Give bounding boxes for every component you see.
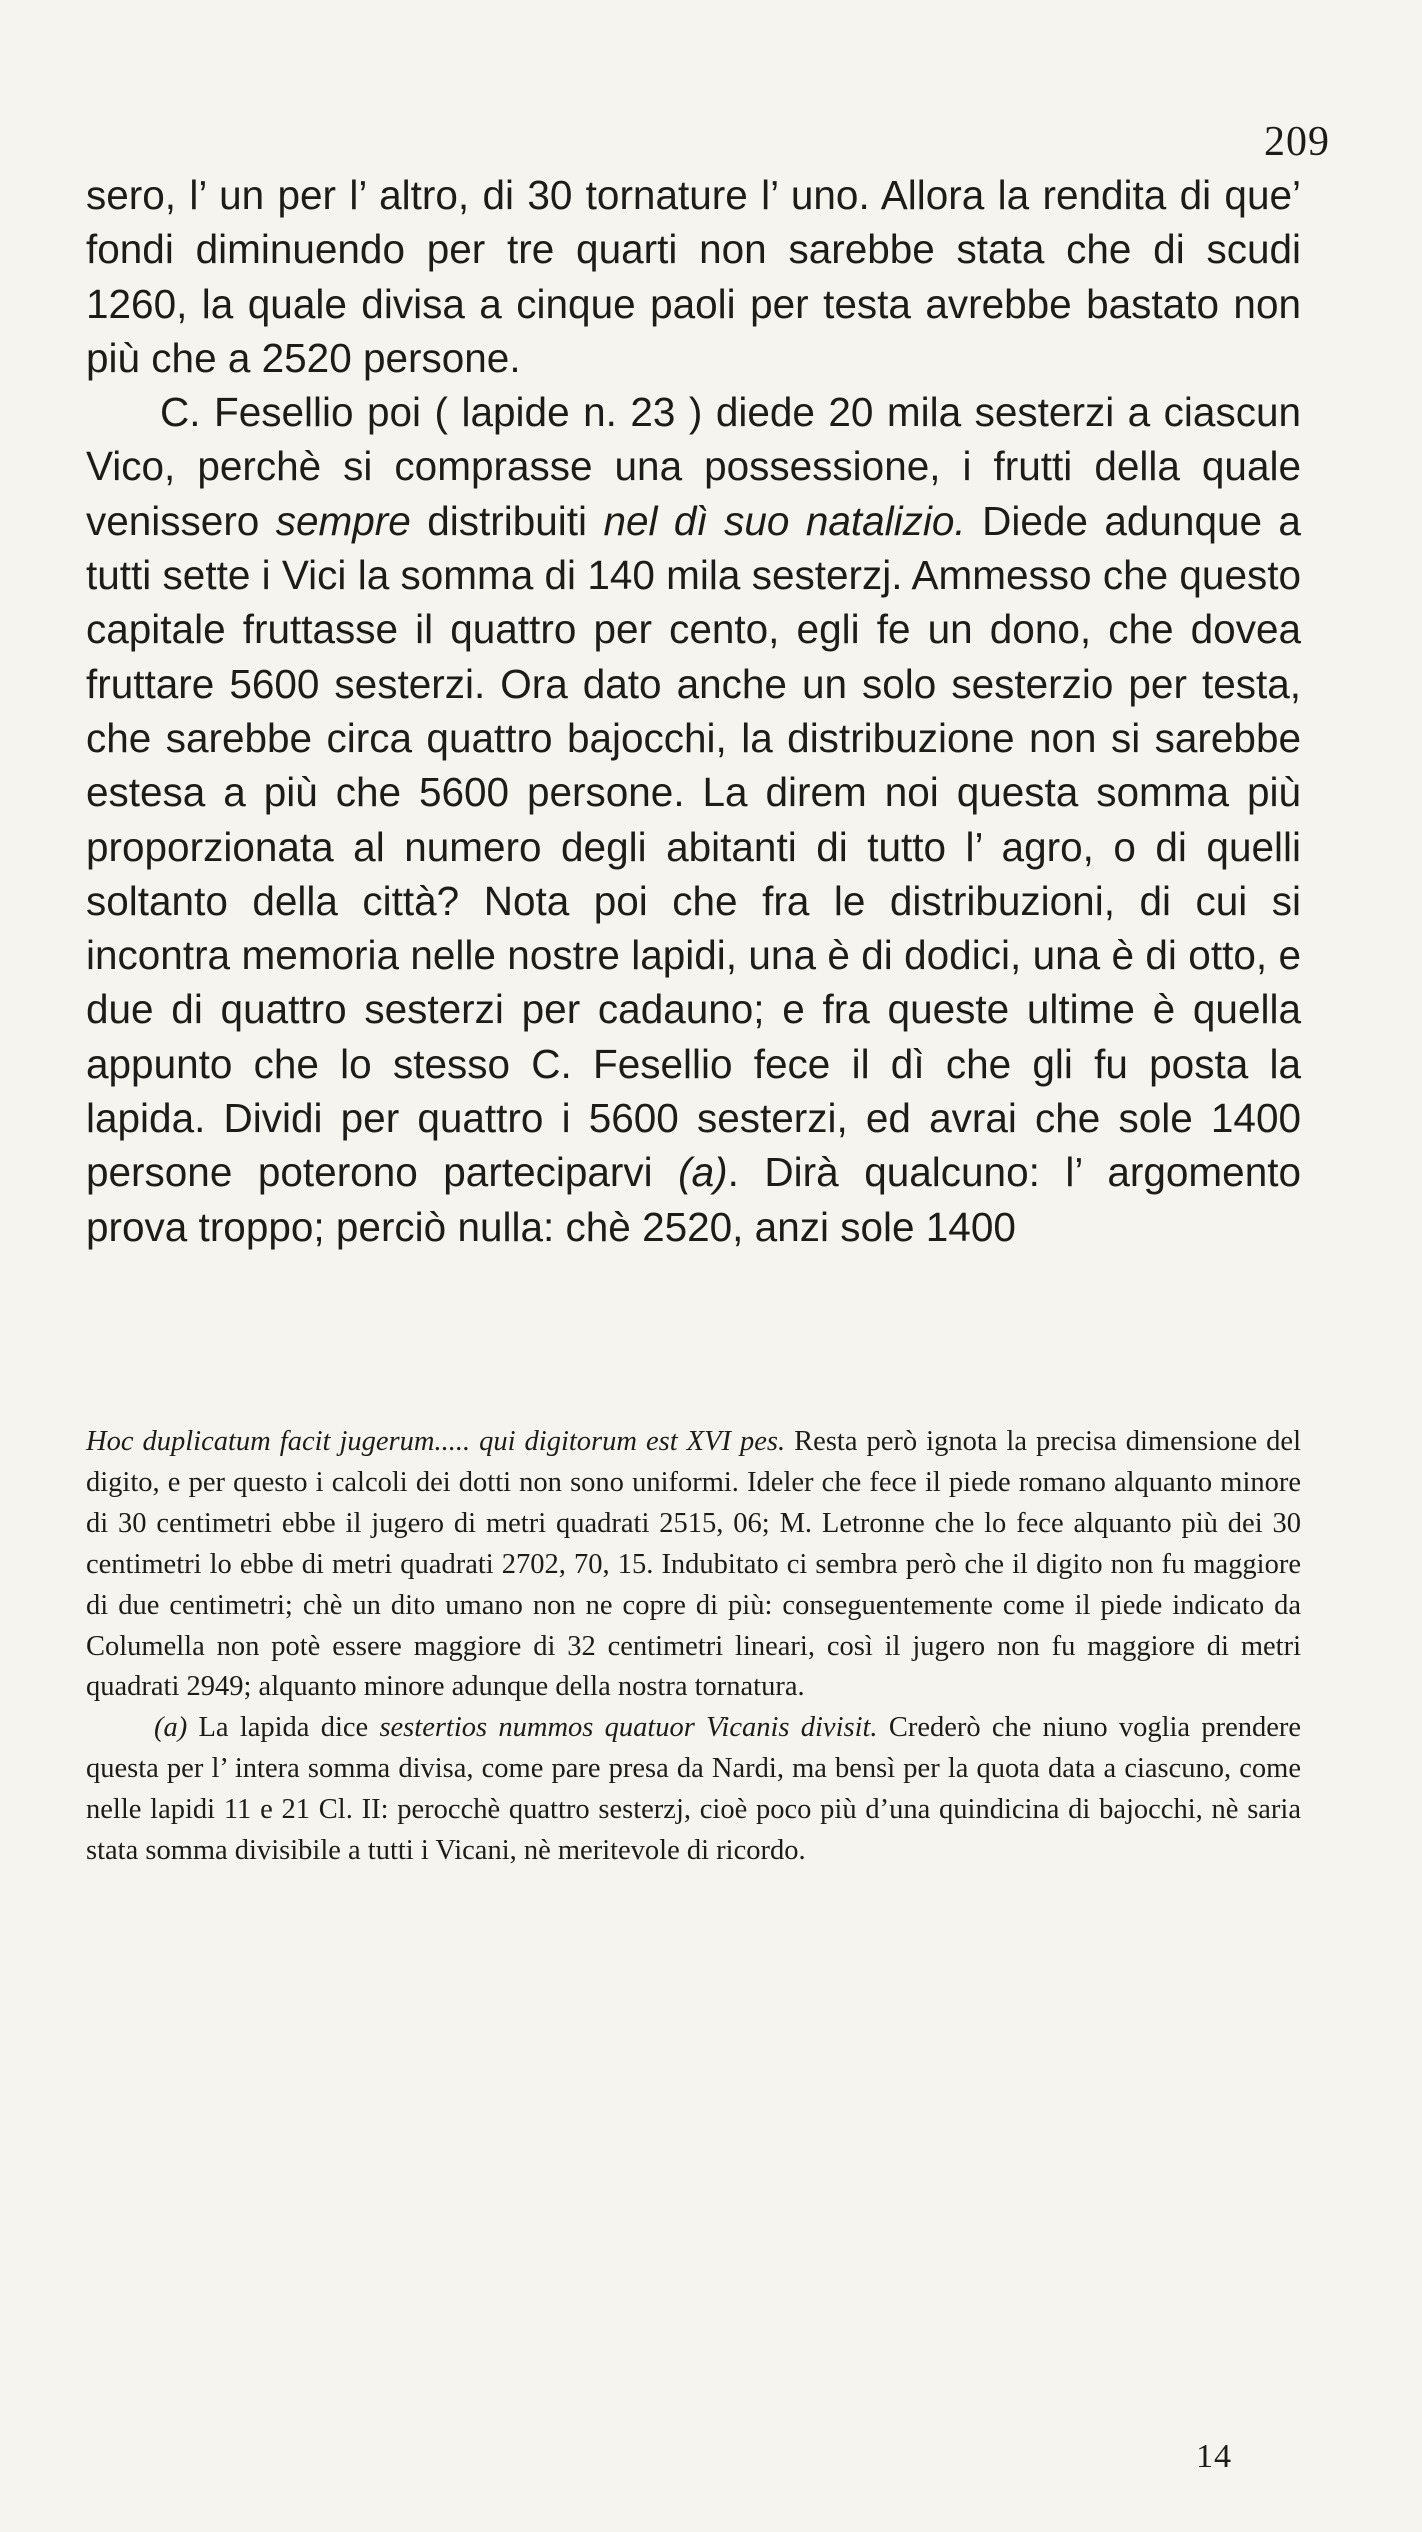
paragraph-2-rest: Diede adunque a tutti sette i Vici la somma di 140 mila sesterzj. Ammesso che questo capitale fruttasse il quattro per cento, egli fe un dono, che dovea fruttare 5600 sesterzi. Ora dato anche un solo sesterzio per testa, che sarebbe circa quattro bajocchi, la distribuzione non si sarebbe estesa a più che 5600 persone. La direm noi questa somma più proporzionata al numero degli abitanti di tutto l’ agro, o di quelli soltanto della città? Nota poi che fra le distribuzioni, di cui si incontra memoria nelle nostre lapidi, una è di dodici, una è di otto, e due di quattro sesterzi per cadauno; e fra queste ultime è quella appunto che lo stesso C. Fesellio fece il dì che gli fu posta la lapida. Dividi per quattro i 5600 sesterzi, ed avrai che sole 1400 persone poterono parteciparvi	[86, 497, 1301, 1196]
signature-mark: 14	[1196, 2438, 1232, 2475]
footnote-ref-a[interactable]: (a)	[678, 1149, 728, 1196]
footnote-a-lead: La lapida dice	[198, 1712, 369, 1744]
paragraph-1: sero, l’ un per l’ altro, di 30 tornature l’ uno. Allora la rendita di que’ fondi diminuendo per tre quarti non sarebbe stata che di scudi 1260, la quale divisa a cinque paoli per testa avrebbe bastato non più che a 2520 persone.	[86, 172, 1301, 381]
emphasis-sempre: sempre	[275, 497, 411, 544]
footnote-a-quote: sestertios nummos quatuor Vicanis divisit.	[379, 1712, 878, 1744]
paragraph-2-end: . Dirà qualcuno: l’ argomento prova troppo; perciò nulla: chè 2520, anzi sole 1400	[86, 1149, 1301, 1250]
footnote-continuation-text: Resta però ignota la precisa dimensione del digito, e per questo i calcoli dei dotti non sono uniformi. Ideler che fece il piede romano alquanto minore di 30 centimetri ebbe il jugero di metri quadrati 2515, 06; M. Letronne che lo fece alquanto più dei 30 centimetri lo ebbe di metri quadrati 2702, 70, 15. Indubitato ci sembra però che il digito non fu maggiore di due centimetri; chè un dito umano non ne copre di più: conseguentemente come il piede indicato da Columella non potè essere maggiore di 32 centimetri lineari, così il jugero non fu maggiore di metri quadrati 2949; alquanto minore adunque della nostra tornatura.	[86, 1426, 1301, 1703]
main-text	[86, 168, 1301, 1254]
paragraph-2-start: C. Fesellio poi ( lapide n. 23 ) diede 20 mila sesterzi a ciascun Vico, perchè si comprasse una possessione, i frutti della quale venissero	[86, 389, 1301, 544]
paragraph-2	[86, 385, 1301, 1254]
page-number: 209	[1264, 119, 1330, 165]
paragraph-2-mid: distribuiti	[427, 497, 588, 544]
footnote-a-text: Crederò che niuno voglia prendere questa per l’ intera somma divisa, come pare presa da Nardi, ma bensì per la quota data a ciascuno, come nelle lapidi 11 e 21 Cl. II: perocchè quattro sesterzj, cioè poco più d’una quindicina di bajocchi, nè saria stata somma divisibile a tutti i Vicani, nè meritevole di ricordo.	[86, 1712, 1302, 1867]
footnote-a	[86, 1708, 1301, 1872]
footnotes	[86, 1422, 1301, 1872]
footnote-continuation	[86, 1422, 1301, 1708]
footnote-a-label: (a)	[154, 1712, 188, 1744]
footnote-quote: Hoc duplicatum facit jugerum..... qui digitorum est XVI pes.	[86, 1426, 786, 1457]
emphasis-natalizio: nel dì suo natalizio.	[603, 497, 966, 544]
